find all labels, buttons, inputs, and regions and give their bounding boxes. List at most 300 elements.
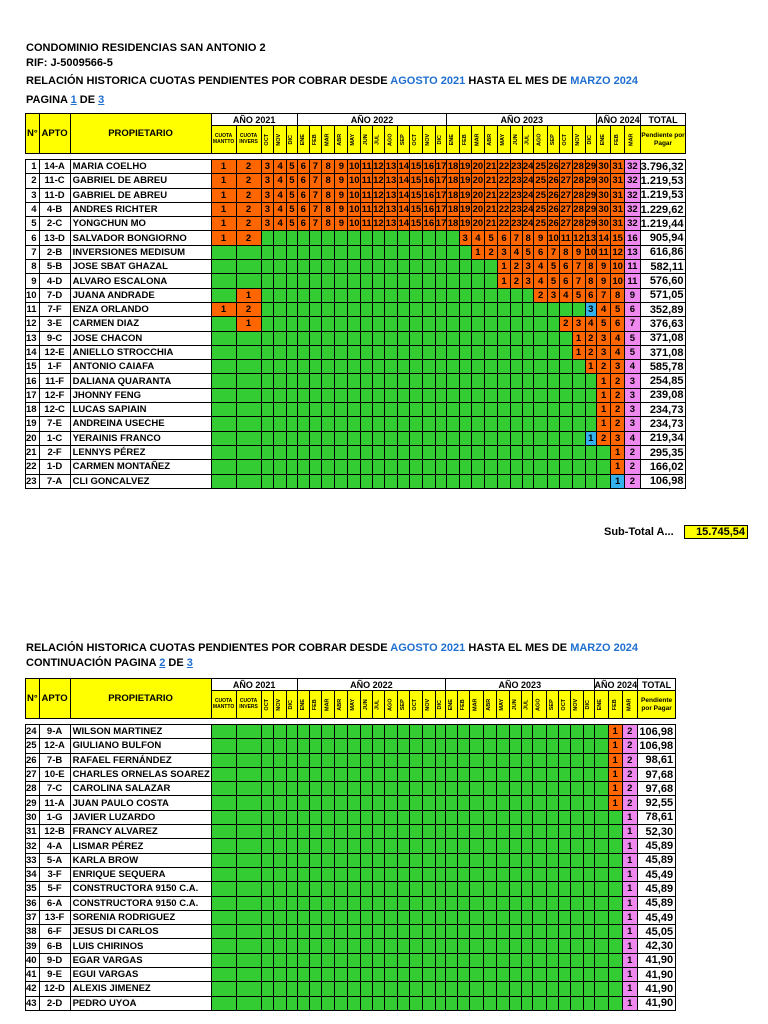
fee-cell-pending: 18 (447, 161, 459, 173)
fee-cell-pending: 32 (625, 174, 641, 188)
fee-cell-paid (335, 910, 348, 924)
row-total: 1.219,53 (640, 174, 686, 188)
fee-cell-paid (297, 910, 309, 924)
fee-cell-paid (297, 417, 309, 431)
fee-cell-paid (321, 810, 335, 824)
fee-cell-pending: 21 (485, 161, 497, 173)
fee-cell-paid (261, 403, 274, 417)
fee-cell-paid (483, 839, 496, 853)
fee-cell-paid (321, 953, 335, 967)
fee-cell-paid (261, 953, 274, 967)
fee-cell-pending: 4 (471, 231, 485, 245)
fee-cell-paid (211, 374, 236, 388)
fee-cell-paid (435, 302, 447, 316)
fee-cell-paid (410, 896, 423, 910)
fee-cell-paid (309, 882, 321, 896)
fee-cell-paid (422, 725, 435, 739)
fee-cell-paid (422, 767, 435, 781)
fee-cell-paid (335, 260, 348, 274)
fee-cell-paid (297, 302, 309, 316)
row-owner: PEDRO UYOA (70, 996, 211, 1010)
fee-cell-pending: 7 (547, 245, 559, 259)
fee-cell-paid (446, 896, 458, 910)
fee-cell-paid (297, 996, 309, 1010)
fee-cell-paid (398, 725, 410, 739)
month-header (384, 126, 398, 154)
fee-cell-paid (572, 403, 585, 417)
fee-cell-pending: 2 (485, 245, 498, 259)
fee-cell-paid (211, 953, 236, 967)
fee-cell-paid (335, 782, 348, 796)
fee-cell-paid (384, 725, 398, 739)
table-row (26, 982, 676, 996)
month-header (261, 691, 274, 719)
fee-cell-pending: 2 (236, 160, 261, 174)
fee-cell-paid (510, 331, 522, 345)
month-header-label: ABR (486, 698, 493, 711)
fee-cell-paid (309, 739, 321, 753)
fee-cell-paid (558, 982, 571, 996)
row-owner: GIULIANO BULFON (70, 739, 211, 753)
month-header (471, 126, 485, 154)
table-row (26, 796, 676, 810)
table-row (26, 174, 686, 188)
fee-cell-paid (470, 825, 484, 839)
fee-cell-paid (483, 725, 496, 739)
fee-cell-pending: 1 (622, 939, 638, 953)
page-number-2[interactable]: 2 (159, 657, 166, 669)
fee-cell-paid (470, 853, 484, 867)
fee-cell-paid (584, 853, 594, 867)
fee-cell-paid (297, 982, 309, 996)
fee-cell-paid (496, 796, 509, 810)
page-total[interactable]: 3 (98, 94, 105, 106)
fee-cell-paid (361, 968, 373, 982)
fee-cell-paid (309, 839, 321, 853)
fee-cell-paid (261, 867, 274, 881)
fee-cell-paid (309, 953, 321, 967)
fee-cell-pending: 3 (611, 360, 625, 374)
fee-cell-paid (470, 925, 484, 939)
fee-cell-paid (558, 810, 571, 824)
fee-cell-pending: 28 (573, 218, 584, 230)
fee-cell-paid (348, 896, 361, 910)
fee-cell-pending: 3 (261, 160, 274, 174)
row-apto: 11-D (39, 188, 70, 202)
fee-cell-paid (559, 302, 572, 316)
fee-cell-pending: 27 (560, 204, 572, 216)
fee-cell-paid (321, 431, 335, 445)
fee-cell-pending: 7 (625, 317, 641, 331)
fee-cell-paid (483, 910, 496, 924)
fee-cell-paid (496, 910, 509, 924)
fee-cell-paid (321, 939, 335, 953)
month-header (335, 691, 348, 719)
row-owner: ANIELLO STROCCHIA (70, 345, 211, 359)
month-header (532, 691, 546, 719)
fee-cell-paid (458, 767, 470, 781)
fee-cell-pending: 20 (472, 189, 484, 201)
fee-cell-paid (410, 825, 423, 839)
fee-cell-paid (398, 953, 410, 967)
fee-cell-paid (483, 996, 496, 1010)
fee-cell-paid (446, 825, 458, 839)
fee-cell-paid (594, 725, 608, 739)
fee-cell-paid (321, 767, 335, 781)
month-header (522, 126, 534, 154)
fee-cell-pending: 13 (625, 245, 641, 259)
fee-cell-paid (498, 331, 511, 345)
fee-cell-pending: 21 (485, 204, 497, 216)
fee-cell-paid (509, 725, 521, 739)
fee-cell-paid (594, 810, 608, 824)
fee-cell-paid (532, 753, 546, 767)
month-header-label: MAR (324, 133, 331, 146)
fee-cell-paid (348, 853, 361, 867)
fee-cell-paid (435, 431, 447, 445)
fee-cell-paid (261, 968, 274, 982)
fee-cell-pending: 13 (385, 218, 397, 230)
fee-cell-pending: 1 (608, 725, 622, 739)
fee-cell-paid (309, 867, 321, 881)
fee-cell-paid (211, 245, 236, 259)
fee-cell-paid (547, 317, 559, 331)
fee-cell-paid (571, 896, 584, 910)
fee-cell-paid (361, 882, 373, 896)
row-owner: LENNYS PÉREZ (70, 445, 211, 459)
fee-cell-paid (373, 403, 385, 417)
page-total-2[interactable]: 3 (186, 657, 193, 669)
table-row (26, 374, 686, 388)
fee-cell-pending: 20 (472, 204, 484, 216)
fee-cell-paid (335, 388, 348, 402)
fee-cell-pending: 15 (410, 161, 422, 173)
fee-cell-paid (496, 725, 509, 739)
fee-cell-pending: 2 (625, 474, 641, 488)
row-total: 41,90 (638, 996, 676, 1010)
fee-cell-pending: 8 (321, 217, 335, 231)
fee-cell-pending: 1 (622, 910, 638, 924)
fee-cell-paid (483, 925, 496, 939)
fee-cell-paid (410, 810, 423, 824)
fee-cell-pending: 26 (548, 218, 559, 230)
fee-cell-paid (532, 896, 546, 910)
fee-cell-pending: 5 (597, 317, 611, 331)
fee-cell-paid (447, 417, 459, 431)
fee-cell-paid (398, 853, 410, 867)
page-number[interactable]: 1 (70, 94, 77, 106)
fee-cell-paid (398, 360, 410, 374)
fee-cell-paid (471, 460, 485, 474)
fee-cell-pending: 8 (522, 231, 534, 245)
fee-cell-paid (559, 417, 572, 431)
fee-cell-paid (447, 331, 459, 345)
month-header-label: ENE (447, 698, 454, 711)
fee-cell-paid (321, 417, 335, 431)
fee-cell-paid (261, 374, 274, 388)
table-row (26, 345, 686, 359)
fee-cell-pending: 17 (435, 204, 447, 216)
month-header-label: MAR (626, 698, 633, 711)
fee-cell-paid (335, 753, 348, 767)
month-header (446, 691, 458, 719)
fee-cell-paid (446, 839, 458, 853)
fee-cell-pending: 3 (498, 245, 511, 259)
fee-cell-paid (458, 939, 470, 953)
row-number: 4 (26, 202, 40, 216)
fee-cell-pending: 3 (261, 188, 274, 202)
fee-cell-paid (483, 825, 496, 839)
fee-cell-paid (287, 288, 297, 302)
fee-cell-paid (348, 331, 361, 345)
fee-cell-paid (287, 417, 297, 431)
fee-cell-paid (348, 403, 361, 417)
fee-cell-paid (373, 853, 384, 867)
fee-cell-paid (572, 417, 585, 431)
fee-cell-pending: 8 (321, 160, 335, 174)
fee-cell-paid (211, 839, 236, 853)
fee-cell-paid (309, 968, 321, 982)
fee-cell-pending: 32 (625, 202, 641, 216)
fee-cell-pending: 30 (598, 161, 609, 173)
fee-cell-paid (435, 345, 447, 359)
fee-cell-paid (547, 403, 559, 417)
fee-cell-paid (435, 853, 445, 867)
row-owner: WILSON MARTINEZ (70, 725, 211, 739)
fee-cell-paid (261, 982, 274, 996)
fee-cell-paid (594, 896, 608, 910)
fee-cell-paid (521, 953, 532, 967)
fee-cell-paid (459, 345, 471, 359)
fee-cell-paid (510, 417, 522, 431)
month-header-label: ENE (299, 698, 306, 711)
fee-cell-paid (274, 360, 287, 374)
month-header (348, 126, 361, 154)
fee-cell-paid (297, 767, 309, 781)
fee-cell-paid (211, 896, 236, 910)
fee-cell-pending: 23 (511, 161, 522, 173)
fee-cell-paid (446, 782, 458, 796)
fee-cell-paid (261, 231, 274, 245)
fee-cell-paid (309, 896, 321, 910)
fee-cell-pending: 1 (236, 288, 261, 302)
fee-cell-paid (521, 910, 532, 924)
fee-cell-paid (335, 810, 348, 824)
fee-cell-pending: 1 (622, 882, 638, 896)
fee-cell-pending: 1 (622, 996, 638, 1010)
fee-cell-pending: 6 (534, 245, 548, 259)
fee-cell-paid (509, 968, 521, 982)
fee-cell-paid (274, 231, 287, 245)
row-apto: 13-F (39, 910, 70, 924)
row-apto: 2-C (39, 217, 70, 231)
fee-cell-paid (236, 374, 261, 388)
fee-cell-pending: 1 (585, 360, 597, 374)
fee-cell-paid (361, 753, 373, 767)
month-header-label: FEB (611, 699, 618, 710)
fee-cell-paid (584, 982, 594, 996)
month-header-label: MAY (500, 133, 507, 146)
subtotal-label: Sub-Total A... (604, 526, 674, 538)
fee-cell-pending: 4 (625, 360, 641, 374)
table-row (26, 231, 686, 245)
fee-cell-paid (521, 739, 532, 753)
row-apto: 7-F (39, 302, 70, 316)
fee-cell-pending: 10 (348, 218, 360, 230)
fee-cell-pending: 32 (625, 188, 641, 202)
fee-cell-pending: 4 (274, 160, 287, 174)
fee-cell-paid (211, 331, 236, 345)
month-header (309, 126, 321, 154)
fee-cell-paid (410, 910, 423, 924)
fee-cell-paid (236, 388, 261, 402)
table-row (26, 317, 686, 331)
fee-cell-pending: 22 (498, 175, 510, 187)
fee-cell-paid (211, 445, 236, 459)
fee-cell-pending: 10 (348, 175, 360, 187)
fee-cell-paid (447, 302, 459, 316)
fee-cell-paid (321, 388, 335, 402)
fee-cell-paid (384, 910, 398, 924)
fee-cell-paid (485, 388, 498, 402)
fee-cell-pending: 22 (498, 161, 510, 173)
fee-cell-paid (435, 445, 447, 459)
row-total: 45,05 (638, 925, 676, 939)
fee-cell-paid (422, 317, 435, 331)
month-header-label: MAR (472, 698, 479, 711)
subtotal-value: 15.745,54 (684, 525, 748, 539)
fee-cell-pending: 4 (625, 431, 641, 445)
fee-cell-paid (410, 431, 423, 445)
fee-cell-pending: 2 (585, 345, 597, 359)
month-header-label: MAR (628, 133, 635, 146)
fee-cell-paid (509, 767, 521, 781)
fee-cell-paid (348, 753, 361, 767)
fee-cell-paid (458, 839, 470, 853)
fee-cell-paid (571, 839, 584, 853)
fee-cell-paid (559, 388, 572, 402)
fee-cell-pending: 9 (572, 245, 585, 259)
fee-cell-paid (558, 910, 571, 924)
fee-cell-paid (335, 445, 348, 459)
row-owner: FRANCY ALVAREZ (70, 825, 211, 839)
row-total: 41,90 (638, 968, 676, 982)
fee-cell-paid (435, 996, 445, 1010)
fee-cell-paid (498, 302, 511, 316)
fee-cell-paid (608, 910, 622, 924)
col-header-total: TOTAL (640, 114, 686, 126)
fee-cell-paid (211, 725, 236, 739)
fee-cell-paid (534, 302, 548, 316)
fee-cell-paid (522, 388, 534, 402)
row-total: 97,68 (638, 767, 676, 781)
fee-cell-pending: 2 (622, 796, 638, 810)
fee-cell-paid (335, 825, 348, 839)
row-owner: LUCAS SAPIAIN (70, 403, 211, 417)
month-header-label: SEP (399, 698, 406, 711)
fee-cell-paid (496, 982, 509, 996)
fee-cell-paid (459, 288, 471, 302)
fee-cell-paid (211, 767, 236, 781)
year-header-2023: AÑO 2023 (446, 679, 594, 691)
table-row (26, 188, 686, 202)
fee-cell-paid (297, 345, 309, 359)
fee-cell-paid (446, 739, 458, 753)
fee-cell-paid (572, 460, 585, 474)
fee-cell-pending: 29 (585, 189, 597, 201)
fee-cell-pending: 17 (435, 161, 447, 173)
fee-cell-paid (335, 953, 348, 967)
row-number: 6 (26, 231, 40, 245)
fee-cell-pending: 29 (585, 175, 597, 187)
fee-cell-paid (496, 996, 509, 1010)
fee-cell-pending: 14 (598, 232, 609, 244)
fee-cell-paid (297, 460, 309, 474)
fee-cell-pending: 9 (625, 288, 641, 302)
fee-cell-paid (361, 260, 373, 274)
fee-cell-paid (558, 867, 571, 881)
fee-cell-pending: 9 (597, 260, 611, 274)
fee-cell-paid (446, 810, 458, 824)
fee-cell-paid (546, 867, 558, 881)
fee-cell-paid (594, 867, 608, 881)
fee-cell-pending: 1 (622, 853, 638, 867)
fee-cell-paid (571, 968, 584, 982)
fee-cell-pending: 1 (622, 825, 638, 839)
month-header-label: NOV (573, 698, 580, 711)
fee-cell-paid (498, 460, 511, 474)
fee-cell-paid (496, 968, 509, 982)
fee-cell-paid (274, 867, 287, 881)
row-owner: YERAINIS FRANCO (70, 431, 211, 445)
fee-cell-paid (309, 245, 321, 259)
fee-cell-paid (584, 910, 594, 924)
fee-cell-pending: 7 (309, 202, 321, 216)
fee-cell-paid (485, 360, 498, 374)
fee-cell-paid (608, 839, 622, 853)
month-header (485, 126, 498, 154)
row-apto: 4-D (39, 274, 70, 288)
fee-cell-paid (485, 274, 498, 288)
fee-cell-paid (373, 867, 384, 881)
fee-cell-paid (361, 796, 373, 810)
fee-cell-paid (459, 245, 471, 259)
month-header (534, 126, 548, 154)
row-number: 27 (26, 767, 40, 781)
fee-cell-paid (261, 896, 274, 910)
fee-cell-paid (483, 982, 496, 996)
fee-cell-paid (532, 996, 546, 1010)
table-row (26, 274, 686, 288)
table-row (26, 753, 676, 767)
month-header-label: SEP (399, 133, 406, 146)
title-prefix: RELACIÓN HISTORICA CUOTAS PENDIENTES POR COBRAR DESDE (26, 75, 391, 87)
fee-cell-paid (546, 953, 558, 967)
fee-cell-pending: 20 (472, 175, 484, 187)
fee-cell-pending: 2 (611, 374, 625, 388)
row-total: 576,60 (640, 274, 686, 288)
row-owner: CAROLINA SALAZAR (70, 782, 211, 796)
fee-cell-pending: 2 (510, 260, 522, 274)
month-header (309, 691, 321, 719)
fee-cell-paid (509, 882, 521, 896)
table-row (26, 302, 686, 316)
row-total: 1.219,53 (640, 188, 686, 202)
fee-cell-pending: 20 (472, 218, 484, 230)
fee-cell-paid (373, 474, 385, 488)
fee-cell-paid (558, 882, 571, 896)
row-total: 97,68 (638, 782, 676, 796)
